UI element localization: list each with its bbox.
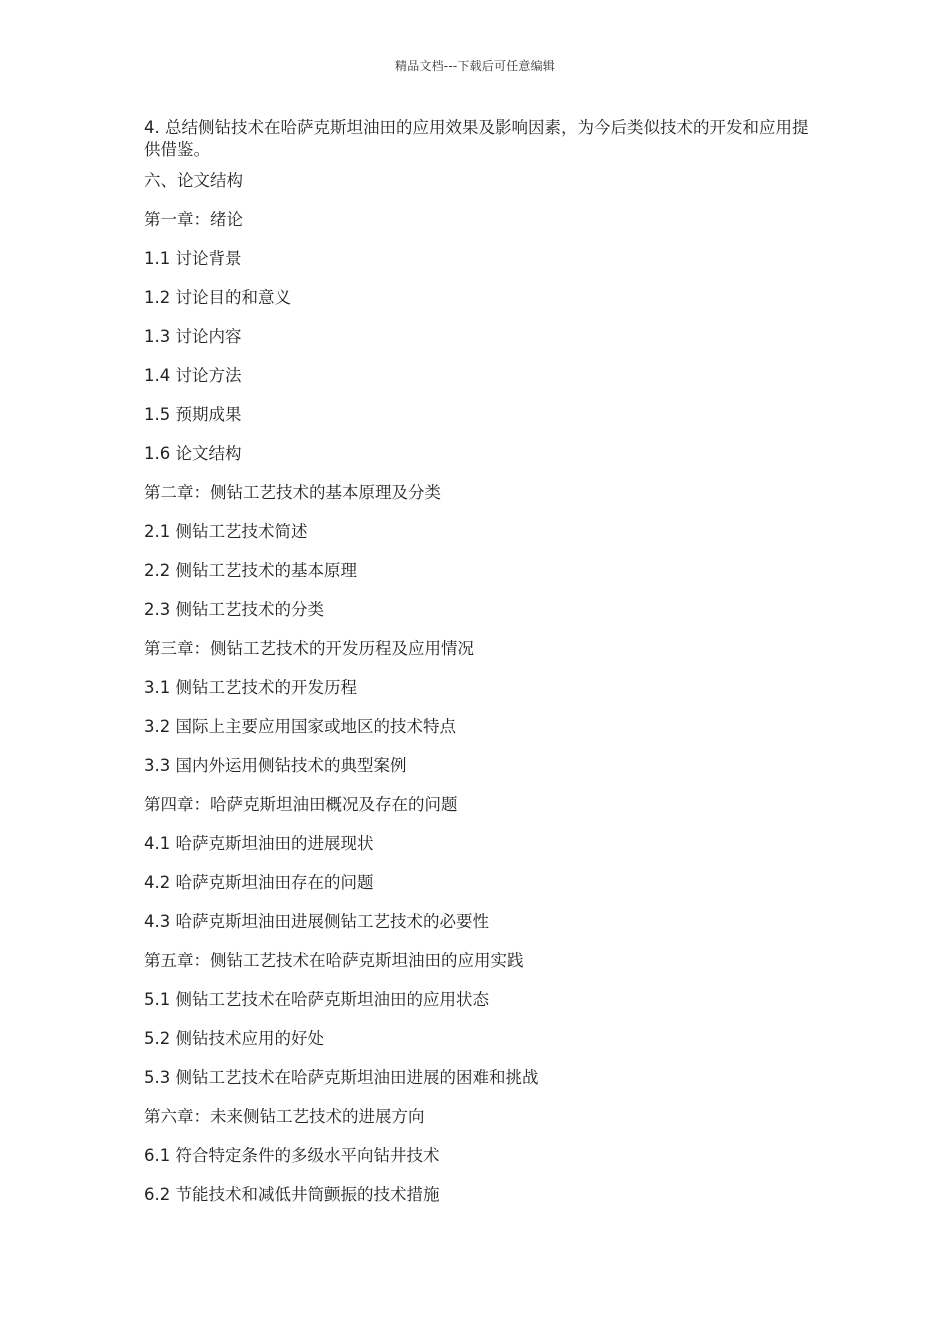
outline-item: 2.3 侧钻工艺技术的分类 [144, 600, 324, 619]
outline-item: 1.6 论文结构 [144, 444, 242, 463]
outline-item: 4.2 哈萨克斯坦油田存在的问题 [144, 873, 374, 892]
chapter-5-title: 第五章：侧钻工艺技术在哈萨克斯坦油田的应用实践 [144, 951, 524, 970]
outline-item: 2.2 侧钻工艺技术的基本原理 [144, 561, 357, 580]
section-heading-thesis-structure: 六、论文结构 [144, 171, 243, 190]
outline-item: 5.3 侧钻工艺技术在哈萨克斯坦油田进展的困难和挑战 [144, 1068, 539, 1087]
outline-item: 3.2 国际上主要应用国家或地区的技术特点 [144, 717, 456, 736]
outline-item: 1.1 讨论背景 [144, 249, 242, 268]
chapter-2-title: 第二章：侧钻工艺技术的基本原理及分类 [144, 483, 441, 502]
intro-paragraph: 4. 总结侧钻技术在哈萨克斯坦油田的应用效果及影响因素，为今后类似技术的开发和应用提供借鉴。 [144, 118, 809, 159]
outline-item: 5.2 侧钻技术应用的好处 [144, 1029, 324, 1048]
chapter-1-title: 第一章：绪论 [144, 210, 243, 229]
outline-item: 1.5 预期成果 [144, 405, 242, 424]
outline-item: 4.1 哈萨克斯坦油田的进展现状 [144, 834, 374, 853]
outline-item: 1.2 讨论目的和意义 [144, 288, 291, 307]
chapter-3-title: 第三章：侧钻工艺技术的开发历程及应用情况 [144, 639, 474, 658]
outline-item: 3.3 国内外运用侧钻技术的典型案例 [144, 756, 407, 775]
outline-item: 6.1 符合特定条件的多级水平向钻井技术 [144, 1146, 440, 1165]
page-header: 精品文档---下载后可任意编辑 [395, 59, 555, 73]
outline-item: 6.2 节能技术和减低井筒颤振的技术措施 [144, 1185, 440, 1204]
outline-item: 4.3 哈萨克斯坦油田进展侧钻工艺技术的必要性 [144, 912, 489, 931]
outline-item: 1.3 讨论内容 [144, 327, 242, 346]
outline-item: 3.1 侧钻工艺技术的开发历程 [144, 678, 357, 697]
chapter-4-title: 第四章：哈萨克斯坦油田概况及存在的问题 [144, 795, 458, 814]
document-body [144, 117, 816, 1223]
outline-item: 2.1 侧钻工艺技术简述 [144, 522, 308, 541]
outline-item: 5.1 侧钻工艺技术在哈萨克斯坦油田的应用状态 [144, 990, 489, 1009]
outline-item: 1.4 讨论方法 [144, 366, 242, 385]
chapter-6-title: 第六章：未来侧钻工艺技术的进展方向 [144, 1107, 425, 1126]
